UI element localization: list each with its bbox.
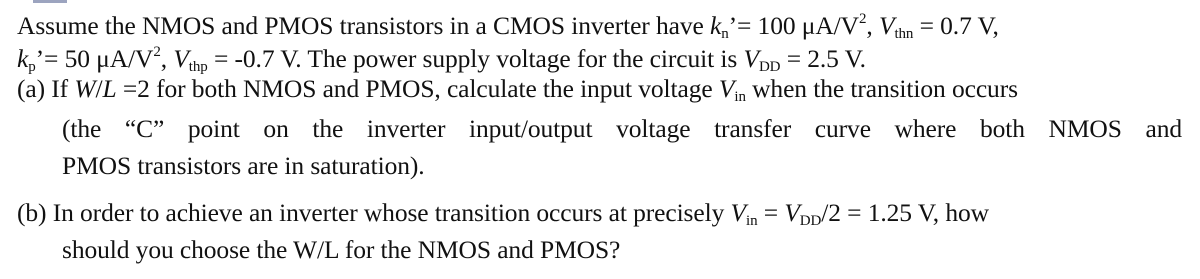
part-a-line-2: (the “C” point on the inverter input/output voltage transfer curve where both NMOS and xyxy=(62,114,1182,143)
part-a-line-3: PMOS transistors are in saturation). xyxy=(62,151,425,180)
problem-line-1: Assume the NMOS and PMOS transistors in a CMOS inverter have $k_n’= 100$ $\mu A/V^2$, $V_{thn} = 0.7$ V, xyxy=(17,11,999,42)
part-b-line-2: should you choose the W/L for the NMOS and PMOS? xyxy=(62,235,621,264)
part-a-label: (a) xyxy=(17,74,46,103)
problem-line-2: $k_p’= 50$ $\mu A/V^2$, $V_{thp} = -0.7$ V. The power supply voltage for the circuit is $V_{DD} = 2.5$ V. xyxy=(17,44,866,75)
part-b-line-1: (b) In order to achieve an inverter whose transition occurs at precisely $V_{in} = V_{DD}/2 = 1.25$ V, how xyxy=(17,198,989,229)
part-a-line-1: (a) If W/L =2 for both NMOS and PMOS, calculate the input voltage $V_{in}$ when the transition occurs xyxy=(17,74,1018,105)
part-b-label: (b) xyxy=(17,198,47,227)
